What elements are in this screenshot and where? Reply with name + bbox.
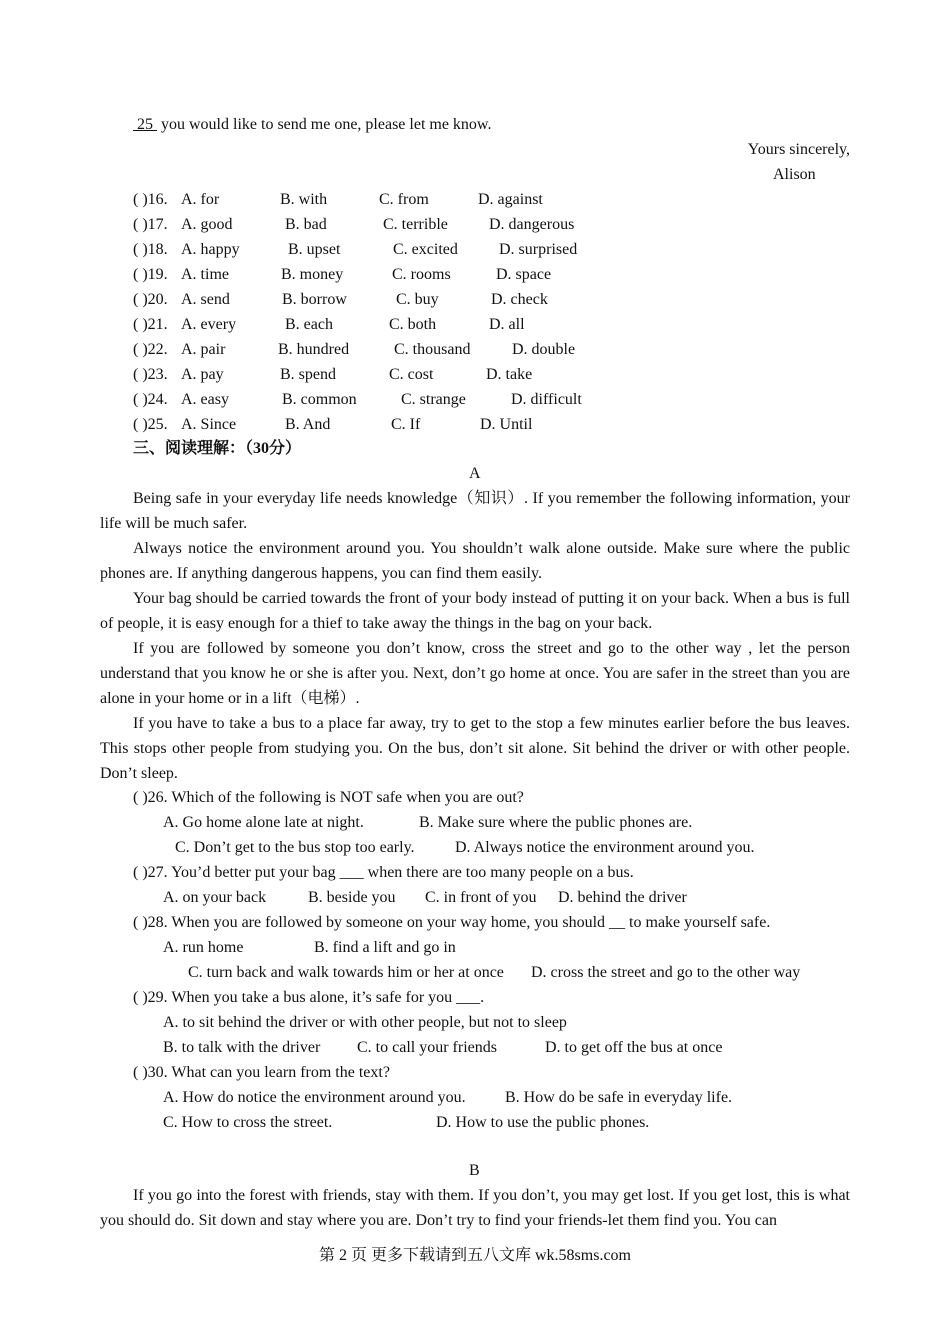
- answer-option: A. to sit behind the driver or with other people, but not to sleep: [163, 1014, 567, 1031]
- option-d: D. dangerous: [489, 216, 575, 233]
- signature: Alison: [773, 166, 816, 183]
- option-c: C. excited: [393, 241, 458, 258]
- sign-off: Yours sincerely,: [747, 141, 850, 158]
- answer-option: B. How do be safe in everyday life.: [505, 1089, 733, 1106]
- option-c: C. terrible: [383, 216, 448, 233]
- passage-a-paragraph: Always notice the environment around you. You shouldn’t walk alone outside. Make sure where the public phones are. If anything dangerous happens, you can find them easily.: [100, 540, 850, 582]
- answer-option: A. run home: [163, 939, 244, 956]
- answer-option: D. to get off the bus at once: [545, 1039, 723, 1056]
- option-d: D. take: [486, 366, 533, 383]
- answer-option: B. beside you: [308, 889, 396, 906]
- question-number: ( )17.: [133, 216, 168, 233]
- letter-closing-line: 25 you would like to send me one, please let me know.: [133, 112, 491, 137]
- option-d: D. double: [512, 341, 576, 358]
- option-b: B. upset: [288, 241, 341, 258]
- answer-option: D. How to use the public phones.: [436, 1114, 650, 1131]
- option-a: A. every: [181, 316, 237, 333]
- section-title: 三、阅读理解：（30分）: [133, 440, 302, 457]
- passage-a-label: A: [469, 465, 481, 482]
- page-footer: 第 2 页 更多下载请到五八文库 wk.58sms.com: [318, 1247, 631, 1264]
- option-d: D. space: [496, 266, 552, 283]
- option-a: A. happy: [181, 241, 240, 258]
- question-number: ( )21.: [133, 316, 168, 333]
- option-a: A. easy: [181, 391, 229, 408]
- answer-option: B. to talk with the driver: [163, 1039, 321, 1056]
- option-d: D. against: [478, 191, 543, 208]
- option-b: B. borrow: [282, 291, 347, 308]
- passage-a-paragraph: Being safe in your everyday life needs knowledge（知识）. If you remember the following information, your life will be much safer.: [100, 490, 850, 532]
- option-a: A. pair: [181, 341, 226, 358]
- option-d: D. surprised: [499, 241, 578, 258]
- option-c: C. If: [391, 416, 421, 433]
- answer-option: D. behind the driver: [558, 889, 687, 906]
- question-number: ( )20.: [133, 291, 168, 308]
- answer-option: D. cross the street and go to the other way: [531, 964, 801, 981]
- answer-option: C. to call your friends: [357, 1039, 497, 1056]
- answer-option: A. on your back: [163, 889, 267, 906]
- passage-a-paragraph: Your bag should be carried towards the front of your body instead of putting it on your back. When a bus is full of people, it is easy enough for a thief to take away the things in the bag on your back.: [100, 590, 850, 632]
- option-d: D. check: [491, 291, 548, 308]
- blank-number: 25: [137, 116, 153, 133]
- option-b: B. common: [282, 391, 357, 408]
- question-number: ( )24.: [133, 391, 168, 408]
- option-c: C. rooms: [392, 266, 451, 283]
- question-stem: ( )30. What can you learn from the text?: [133, 1064, 390, 1081]
- option-b: B. hundred: [278, 341, 350, 358]
- answer-option: B. find a lift and go in: [314, 939, 456, 956]
- option-c: C. from: [379, 191, 429, 208]
- option-a: A. Since: [181, 416, 237, 433]
- passage-b-paragraph: If you go into the forest with friends, stay with them. If you don’t, you may get lost. If you get lost, this is what you should do. Sit down and stay where you are. Don’t try to find your friends-let them find you. You can: [100, 1187, 850, 1229]
- option-b: B. spend: [280, 366, 336, 383]
- question-number: ( )16.: [133, 191, 168, 208]
- question-number: ( )19.: [133, 266, 168, 283]
- option-b: B. with: [280, 191, 328, 208]
- question-stem: ( )28. When you are followed by someone on your way home, you should __ to make yourself safe.: [133, 914, 771, 931]
- option-c: C. buy: [396, 291, 439, 308]
- answer-option: D. Always notice the environment around you.: [455, 839, 755, 856]
- question-stem: ( )26. Which of the following is NOT safe when you are out?: [133, 789, 524, 806]
- answer-option: A. Go home alone late at night.: [163, 814, 364, 831]
- question-number: ( )18.: [133, 241, 168, 258]
- option-c: C. both: [389, 316, 437, 333]
- answer-option: C. turn back and walk towards him or her at once: [188, 964, 504, 981]
- option-a: A. good: [181, 216, 233, 233]
- option-a: A. pay: [181, 366, 224, 383]
- option-b: B. bad: [285, 216, 327, 233]
- option-c: C. cost: [389, 366, 434, 383]
- question-number: ( )23.: [133, 366, 168, 383]
- question-stem: ( )27. You’d better put your bag ___ when there are too many people on a bus.: [133, 864, 634, 881]
- option-c: C. thousand: [394, 341, 471, 358]
- option-d: D. difficult: [511, 391, 582, 408]
- answer-option: C. How to cross the street.: [163, 1114, 333, 1131]
- option-a: A. for: [181, 191, 220, 208]
- answer-option: C. in front of you: [425, 889, 537, 906]
- passage-a-paragraph: If you have to take a bus to a place far away, try to get to the stop a few minutes earlier before the bus leaves. This stops other people from studying you. On the bus, don’t sit alone. Sit behind the driver or with other people. Don’t sleep.: [100, 715, 850, 782]
- option-a: A. time: [181, 266, 229, 283]
- answer-option: B. Make sure where the public phones are.: [419, 814, 693, 831]
- answer-option: C. Don’t get to the bus stop too early.: [175, 839, 415, 856]
- option-b: B. each: [285, 316, 333, 333]
- passage-a-paragraph: If you are followed by someone you don’t know, cross the street and go to the other way , let the person understand that you know he or she is after you. Next, don’t go home at once. You are safer in the street than you are alone in your home or in a lift（电梯）.: [100, 640, 850, 707]
- question-number: ( )22.: [133, 341, 168, 358]
- question-number: ( )25.: [133, 416, 168, 433]
- option-a: A. send: [181, 291, 230, 308]
- passage-b-label: B: [469, 1162, 480, 1179]
- option-c: C. strange: [401, 391, 466, 408]
- option-d: D. all: [489, 316, 525, 333]
- question-stem: ( )29. When you take a bus alone, it’s safe for you ___.: [133, 989, 485, 1006]
- option-d: D. Until: [480, 416, 533, 433]
- option-b: B. And: [285, 416, 331, 433]
- answer-option: A. How do notice the environment around you.: [163, 1089, 466, 1106]
- option-b: B. money: [281, 266, 344, 283]
